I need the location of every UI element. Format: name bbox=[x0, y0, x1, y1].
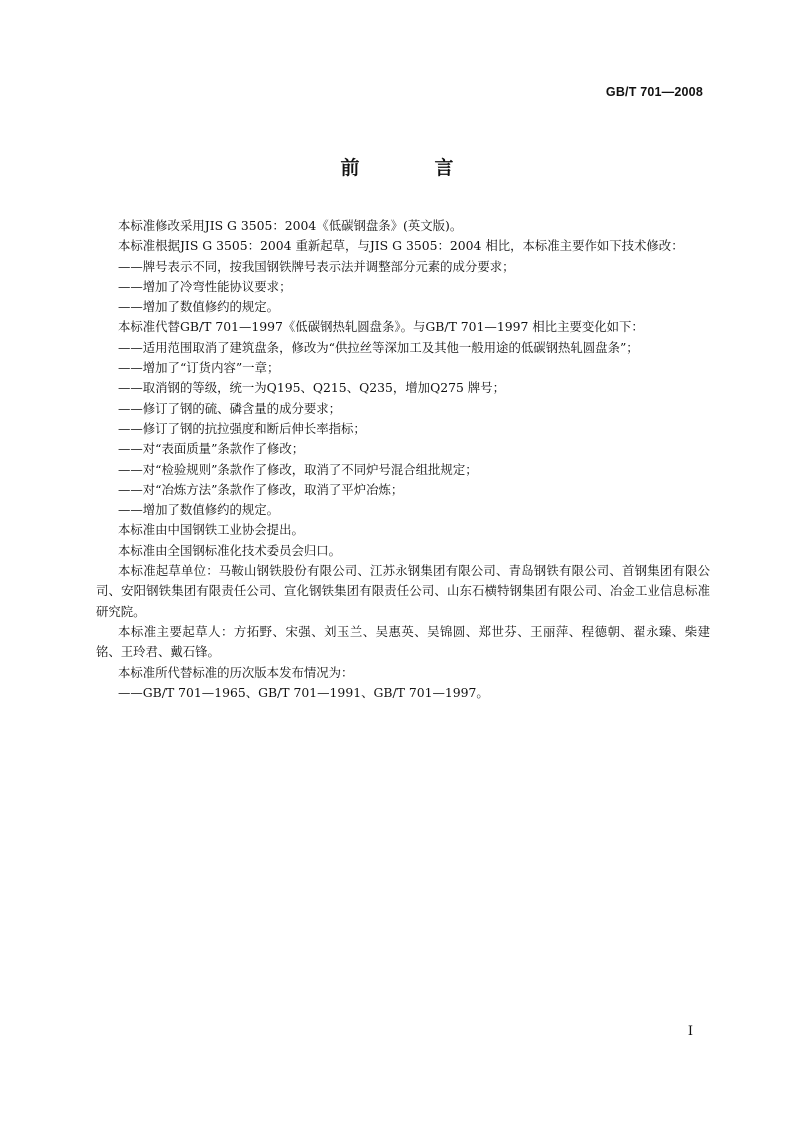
paragraph: 本标准代替GB/T 701—1997《低碳钢热轧圆盘条》。与GB/T 701—1997 相比主要变化如下： bbox=[118, 319, 644, 335]
list-item: ——对“表面质量”条款作了修改； bbox=[118, 441, 305, 457]
list-item: ——牌号表示不同，按我国钢铁牌号表示法并调整部分元素的成分要求； bbox=[118, 258, 515, 274]
page-number: I bbox=[687, 1024, 693, 1039]
list-item: ——修订了钢的抗拉强度和断后伸长率指标； bbox=[118, 420, 366, 436]
paragraph: 本标准根据JIS G 3505：2004 重新起草，与JIS G 3505：2004 相比，本标准主要作如下技术修改： bbox=[118, 238, 684, 254]
list-item: ——修订了钢的硫、磷含量的成分要求； bbox=[118, 400, 342, 416]
list-item: ——增加了数值修约的规定。 bbox=[118, 299, 280, 315]
list-item: ——增加了“订货内容”一章； bbox=[118, 360, 280, 376]
list-item: ——对“检验规则”条款作了修改，取消了不同炉号混合组批规定； bbox=[118, 461, 478, 477]
list-item: ——增加了冷弯性能协议要求； bbox=[118, 278, 292, 294]
paragraph: 本标准所代替标准的历次版本发布情况为： bbox=[118, 664, 354, 680]
list-item: ——适用范围取消了建筑盘条，修改为“供拉丝等深加工及其他一般用途的低碳钢热轧圆盘条”； bbox=[118, 339, 639, 355]
paragraph-drafting-units: 本标准起草单位：马鞍山钢铁股份有限公司、江苏永钢集团有限公司、青岛钢铁有限公司、首钢集团有限公司、安阳钢铁集团有限责任公司、宣化钢铁集团有限责任公司、山东石横特钢集团有限公司、冶金工业信息标准研究院。 bbox=[96, 563, 710, 619]
paragraph: 本标准修改采用JIS G 3505：2004《低碳钢盘条》(英文版)。 bbox=[118, 218, 463, 233]
paragraph: 本标准由中国钢铁工业协会提出。 bbox=[118, 522, 304, 538]
paragraph: 本标准由全国钢标准化技术委员会归口。 bbox=[118, 542, 342, 558]
list-item: ——取消钢的等级，统一为Q195、Q215、Q235，增加Q275 牌号； bbox=[118, 380, 505, 396]
standard-code: GB/T 701—2008 bbox=[605, 85, 703, 99]
page-title: 前 言 bbox=[340, 157, 482, 179]
paragraph-drafters: 本标准主要起草人：方拓野、宋强、刘玉兰、吴惠英、吴锦圆、郑世芬、王丽萍、程德朝、翟永臻、柴建铭、王玲君、戴石锋。 bbox=[96, 623, 710, 660]
list-item: ——GB/T 701—1965、GB/T 701—1991、GB/T 701—1997。 bbox=[118, 684, 489, 700]
list-item: ——对“冶炼方法”条款作了修改，取消了平炉冶炼； bbox=[118, 481, 404, 497]
foreword-body bbox=[96, 216, 710, 703]
list-item: ——增加了数值修约的规定。 bbox=[118, 502, 280, 518]
